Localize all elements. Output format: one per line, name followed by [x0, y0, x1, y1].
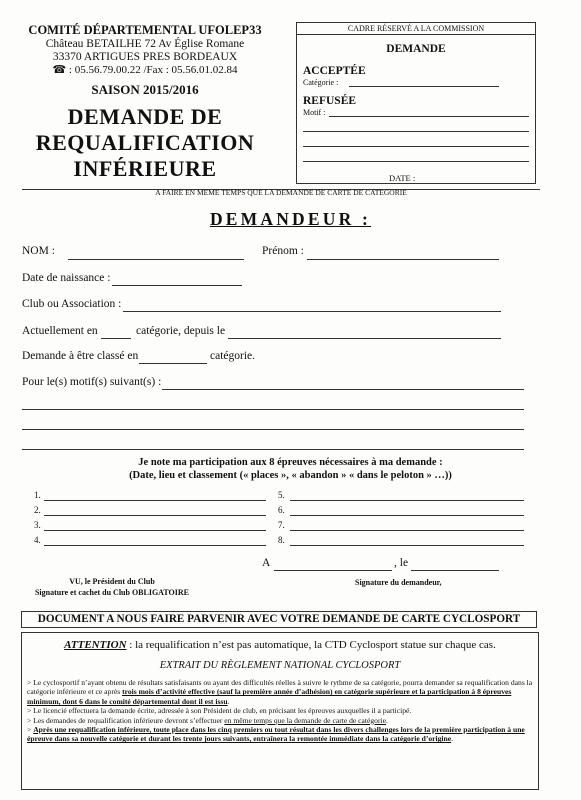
event-number-3: 3. — [34, 520, 41, 530]
rule-2: > Le licencié effectuera la demande écrite, adressée à son Président de club, en précisant les épreuves auxquelles il a participé. — [27, 706, 412, 716]
event-number-2: 2. — [34, 505, 41, 515]
refused-label: REFUSÉE — [303, 95, 357, 107]
event-field-4[interactable] — [44, 545, 266, 546]
requester-signature: Signature du demandeur, — [355, 578, 442, 587]
event-field-5[interactable] — [290, 500, 524, 501]
place-label: A — [262, 557, 271, 569]
extract-title: EXTRAIT DU RÈGLEMENT NATIONAL CYCLOSPORT — [159, 660, 401, 671]
event-number-4: 4. — [34, 535, 41, 545]
event-field-7[interactable] — [290, 530, 524, 531]
president-signature-line-1: VU, le Président du Club — [69, 577, 155, 586]
date-sign-field[interactable] — [411, 570, 499, 571]
event-number-8: 8. — [278, 535, 285, 545]
event-number-5: 5. — [278, 490, 285, 500]
current-since-field[interactable] — [228, 338, 501, 339]
motive-label: Motif : — [303, 108, 326, 117]
current-since-label: catégorie, depuis le — [136, 325, 226, 337]
request-category-field[interactable] — [139, 363, 207, 364]
event-number-7: 7. — [278, 520, 285, 530]
commission-heading: DEMANDE — [386, 43, 446, 55]
title-line-1: DEMANDE DE — [67, 104, 223, 129]
event-number-1: 1. — [34, 490, 41, 500]
note-top: A FAIRE EN MEME TEMPS QUE LA DEMANDE DE CARTE DE CATEGORIE — [155, 188, 407, 197]
current-category-field[interactable] — [101, 338, 131, 339]
nom-field[interactable] — [68, 259, 244, 260]
phone-line — [0, 63, 290, 76]
title-line-3: INFÉRIEURE — [73, 156, 217, 181]
motive-line-3[interactable] — [303, 146, 529, 147]
birth-label: Date de naissance : — [22, 272, 111, 284]
phone-text: : 05.56.79.00.22 /Fax : 05.56.01.02.84 — [68, 64, 238, 76]
date-sign-label: , le — [394, 557, 409, 569]
club-label: Club ou Association : — [22, 298, 122, 310]
address-line-1: Château BETAILHE 72 Av Église Romane — [45, 38, 245, 50]
rule-4: > Après une requalification inférieure, toute place dans les cinq premiers ou tout résultat dans les divers challenges lors de la première participation à une épreuve dans sa nouvelle catégorie et durant les trente jours suivants, entraînera la remontée immédiate dans la catégorie d’origine. — [27, 725, 525, 744]
reasons-field-3[interactable] — [22, 429, 524, 430]
prenom-field[interactable] — [307, 259, 499, 260]
president-signature-line-2: Signature et cachet du Club OBLIGATOIRE — [34, 588, 190, 597]
title-line-2: REQUALIFICATION — [35, 130, 255, 155]
date-label: DATE : — [389, 173, 416, 183]
telephone-icon: ☎ — [52, 64, 67, 76]
section-title: DEMANDEUR : — [209, 209, 372, 229]
events-subheading: (Date, lieu et classement (« places », « abandon » « dans le peloton » …)) — [129, 470, 452, 481]
season: SAISON 2015/2016 — [91, 82, 199, 97]
reasons-label: Pour le(s) motif(s) suivant(s) : — [22, 376, 162, 388]
address-line-2: 33370 ARTIGUES PRES BORDEAUX — [52, 51, 238, 63]
event-field-8[interactable] — [290, 545, 524, 546]
event-field-1[interactable] — [44, 500, 266, 501]
rules-box — [21, 632, 539, 790]
nom-label: NOM : — [22, 245, 55, 257]
commission-caption: CADRE RÉSERVÉ A LA COMMISSION — [297, 23, 535, 35]
reasons-field-2[interactable] — [22, 409, 524, 410]
banner: DOCUMENT A NOUS FAIRE PARVENIR AVEC VOTRE DEMANDE DE CARTE CYCLOSPORT — [21, 611, 537, 628]
birth-field[interactable] — [112, 285, 242, 286]
reasons-field-1[interactable] — [162, 389, 524, 390]
motive-line-1[interactable] — [329, 116, 529, 117]
place-field[interactable] — [274, 570, 392, 571]
rules-text — [27, 678, 533, 744]
motive-line-4[interactable] — [303, 161, 529, 162]
rule-3: > Les demandes de requalification inférieure devront s’effectuer en même temps que la demande de carte de catégorie. — [27, 715, 388, 725]
motive-line-2[interactable] — [303, 131, 529, 132]
event-field-2[interactable] — [44, 515, 266, 516]
accepted-label: ACCEPTÉE — [303, 65, 366, 77]
category-label: Catégorie : — [303, 78, 339, 87]
event-number-6: 6. — [278, 505, 285, 515]
request-label: Demande à être classé en — [22, 350, 139, 362]
category-line[interactable] — [349, 86, 499, 87]
prenom-label: Prénom : — [262, 245, 304, 257]
commission-box — [296, 22, 536, 184]
attention-text: : la requalification n’est pas automatique, la CTD Cyclosport statue sur chaque cas. — [126, 639, 496, 651]
attention-line — [22, 639, 538, 651]
rule-1: > Le cyclosportif n’ayant obtenu de résultats satisfaisants ou ayant des difficultés réelles à suivre le rythme de sa catégorie, pourra demander sa requalification dans la catégorie inférieure et ce après trois mois d’activité effective (sauf la première année d’adhésion) en catégorie supérieure et la participation à 8 épreuves minimum, dont 6 dans le comité départemental dont il est issu. — [27, 678, 533, 706]
event-field-6[interactable] — [290, 515, 524, 516]
reasons-field-4[interactable] — [22, 449, 524, 450]
current-label: Actuellement en — [22, 325, 98, 337]
org-name: COMITÉ DÉPARTEMENTAL UFOLEP33 — [28, 23, 262, 37]
club-field[interactable] — [123, 311, 501, 312]
event-field-3[interactable] — [44, 530, 266, 531]
events-heading: Je note ma participation aux 8 épreuves nécessaires à ma demande : — [138, 457, 443, 468]
attention-label: ATTENTION — [64, 639, 127, 651]
request-suffix: catégorie. — [210, 350, 256, 362]
